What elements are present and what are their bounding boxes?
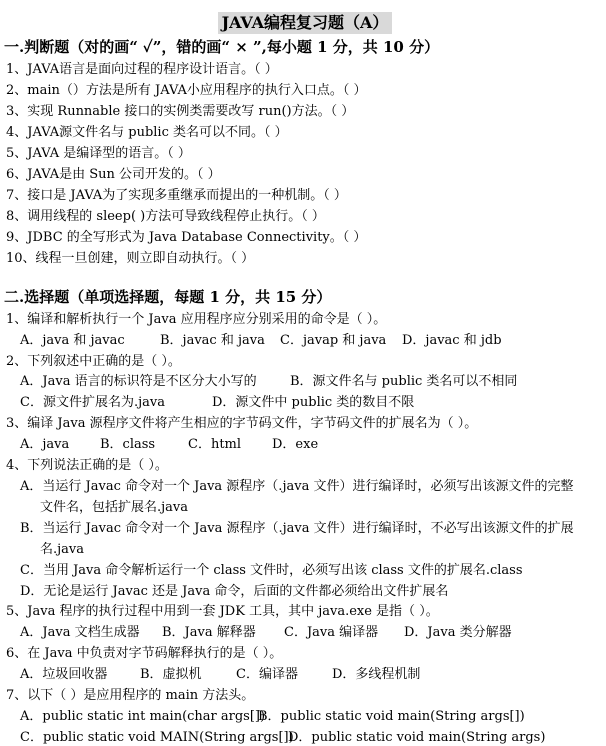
mc-q6-option-a: A．垃圾回收器	[20, 667, 108, 682]
mc-q6-option-d: D．多线程机制	[332, 667, 421, 682]
tf-item-2: 2、main（）方法是所有 JAVA小应用程序的执行入口点。（ ）	[6, 83, 367, 98]
tf-item-1: 1、JAVA语言是面向过程的程序设计语言。（ ）	[6, 62, 278, 77]
mc-q5-option-b: B．Java 解释器	[162, 625, 256, 640]
tf-item-7: 7、接口是 JAVA为了实现多重继承而提出的一种机制。（ ）	[6, 188, 347, 203]
mc-q4-option-a-cont: 文件名，包括扩展名.java	[40, 500, 189, 515]
mc-q5-option-a: A．Java 文档生成器	[20, 625, 140, 640]
section-heading-true-false: 一.判断题（对的画“ ✓”，错的画“ × ”,每小题 1 分，共 10 分）	[4, 38, 440, 56]
tf-item-8: 8、调用线程的 sleep( )方法可导致线程停止执行。（ ）	[6, 209, 325, 224]
tf-item-4: 4、JAVA源文件名与 public 类名可以不同。（ ）	[6, 125, 288, 140]
mc-q1-option-a: A．java 和 javac	[20, 333, 125, 348]
tf-item-3: 3、实现 Runnable 接口的实例类需要改写 run()方法。（ ）	[6, 104, 355, 119]
mc-q4-option-b-cont: 名.java	[40, 542, 85, 557]
mc-q2-option-c: C．源文件扩展名为.java	[20, 395, 165, 410]
tf-item-10: 10、线程一旦创建，则立即自动执行。（ ）	[6, 251, 255, 266]
mc-q2-stem: 2、下列叙述中正确的是（ ）。	[6, 354, 181, 369]
mc-q6-option-b: B．虚拟机	[140, 667, 202, 682]
tf-item-5: 5、JAVA 是编译型的语言。（ ）	[6, 146, 191, 161]
mc-q4-option-d: D．无论是运行 Javac 还是 Java 命令，后面的文件都必须给出文件扩展名	[20, 584, 449, 599]
section-heading-multiple-choice: 二.选择题（单项选择题，每题 1 分，共 15 分）	[4, 288, 332, 306]
mc-q7-option-c: C．public static void MAIN(String args[])	[20, 730, 294, 745]
mc-q1-stem: 1、编译和解析执行一个 Java 应用程序应分别采用的命令是（ ）。	[6, 312, 387, 327]
mc-q4-option-b: B．当运行 Javac 命令对一个 Java 源程序（.java 文件）进行编译时，不必写出该源文件的扩展	[20, 521, 574, 536]
mc-q4-option-a: A．当运行 Javac 命令对一个 Java 源程序（.java 文件）进行编译时，必须写出该源文件的完整	[20, 479, 574, 494]
mc-q2-option-d: D．源文件中 public 类的数目不限	[212, 395, 415, 410]
mc-q3-option-b: B．class	[100, 437, 156, 452]
mc-q7-option-d: D．public static void main(String args)	[288, 730, 546, 745]
mc-q6-stem: 6、在 Java 中负责对字节码解释执行的是（ ）。	[6, 646, 283, 661]
mc-q7-option-a: A．public static int main(char args[])	[20, 709, 266, 724]
mc-q2-option-b: B．源文件名与 public 类名可以不相同	[290, 374, 518, 389]
mc-q3-option-a: A．java	[20, 437, 70, 452]
mc-q6-option-c: C．编译器	[236, 667, 298, 682]
mc-q4-stem: 4、下列说法正确的是（ ）。	[6, 458, 168, 473]
mc-q4-option-c: C．当用 Java 命令解析运行一个 class 文件时，必须写出该 class 文件的扩展名.class	[20, 563, 523, 578]
mc-q3-option-d: D．exe	[272, 437, 319, 452]
mc-q7-stem: 7、以下（ ）是应用程序的 main 方法头。	[6, 688, 255, 703]
document-title: JAVA编程复习题（A）	[218, 12, 392, 34]
mc-q1-option-c: C．javap 和 java	[280, 333, 387, 348]
mc-q1-option-d: D．javac 和 jdb	[402, 333, 502, 348]
mc-q7-option-b: B．public static void main(String args[])	[258, 709, 525, 724]
mc-q5-option-d: D．Java 类分解器	[404, 625, 512, 640]
mc-q3-option-c: C．html	[188, 437, 242, 452]
mc-q3-stem: 3、编译 Java 源程序文件将产生相应的字节码文件，字节码文件的扩展名为（ ）。	[6, 416, 478, 431]
mc-q2-option-a: A．Java 语言的标识符是不区分大小写的	[20, 374, 257, 389]
mc-q1-option-b: B．javac 和 java	[160, 333, 265, 348]
tf-item-6: 6、JAVA是由 Sun 公司开发的。（ ）	[6, 167, 221, 182]
mc-q5-option-c: C．Java 编译器	[284, 625, 379, 640]
mc-q5-stem: 5、Java 程序的执行过程中用到一套 JDK 工具，其中 java.exe 是指（ ）。	[6, 604, 439, 619]
tf-item-9: 9、JDBC 的全写形式为 Java Database Connectivity。（ ）	[6, 230, 367, 245]
